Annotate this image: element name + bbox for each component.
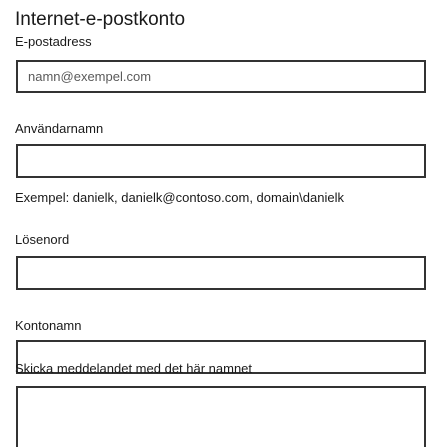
dialog-title: Internet-e-postkonto [15,9,186,30]
send-name-field[interactable] [16,386,426,447]
email-label: E-postadress [15,34,92,49]
password-label: Lösenord [15,232,70,247]
username-label: Användarnamn [15,121,104,136]
username-hint: Exempel: danielk, danielk@contoso.com, domain\danielk [15,190,344,205]
account-name-label: Kontonamn [15,318,82,333]
email-field[interactable] [16,60,426,93]
send-name-label: Skicka meddelandet med det här namnet [15,361,253,376]
username-field[interactable] [16,144,426,178]
password-field[interactable] [16,256,426,290]
